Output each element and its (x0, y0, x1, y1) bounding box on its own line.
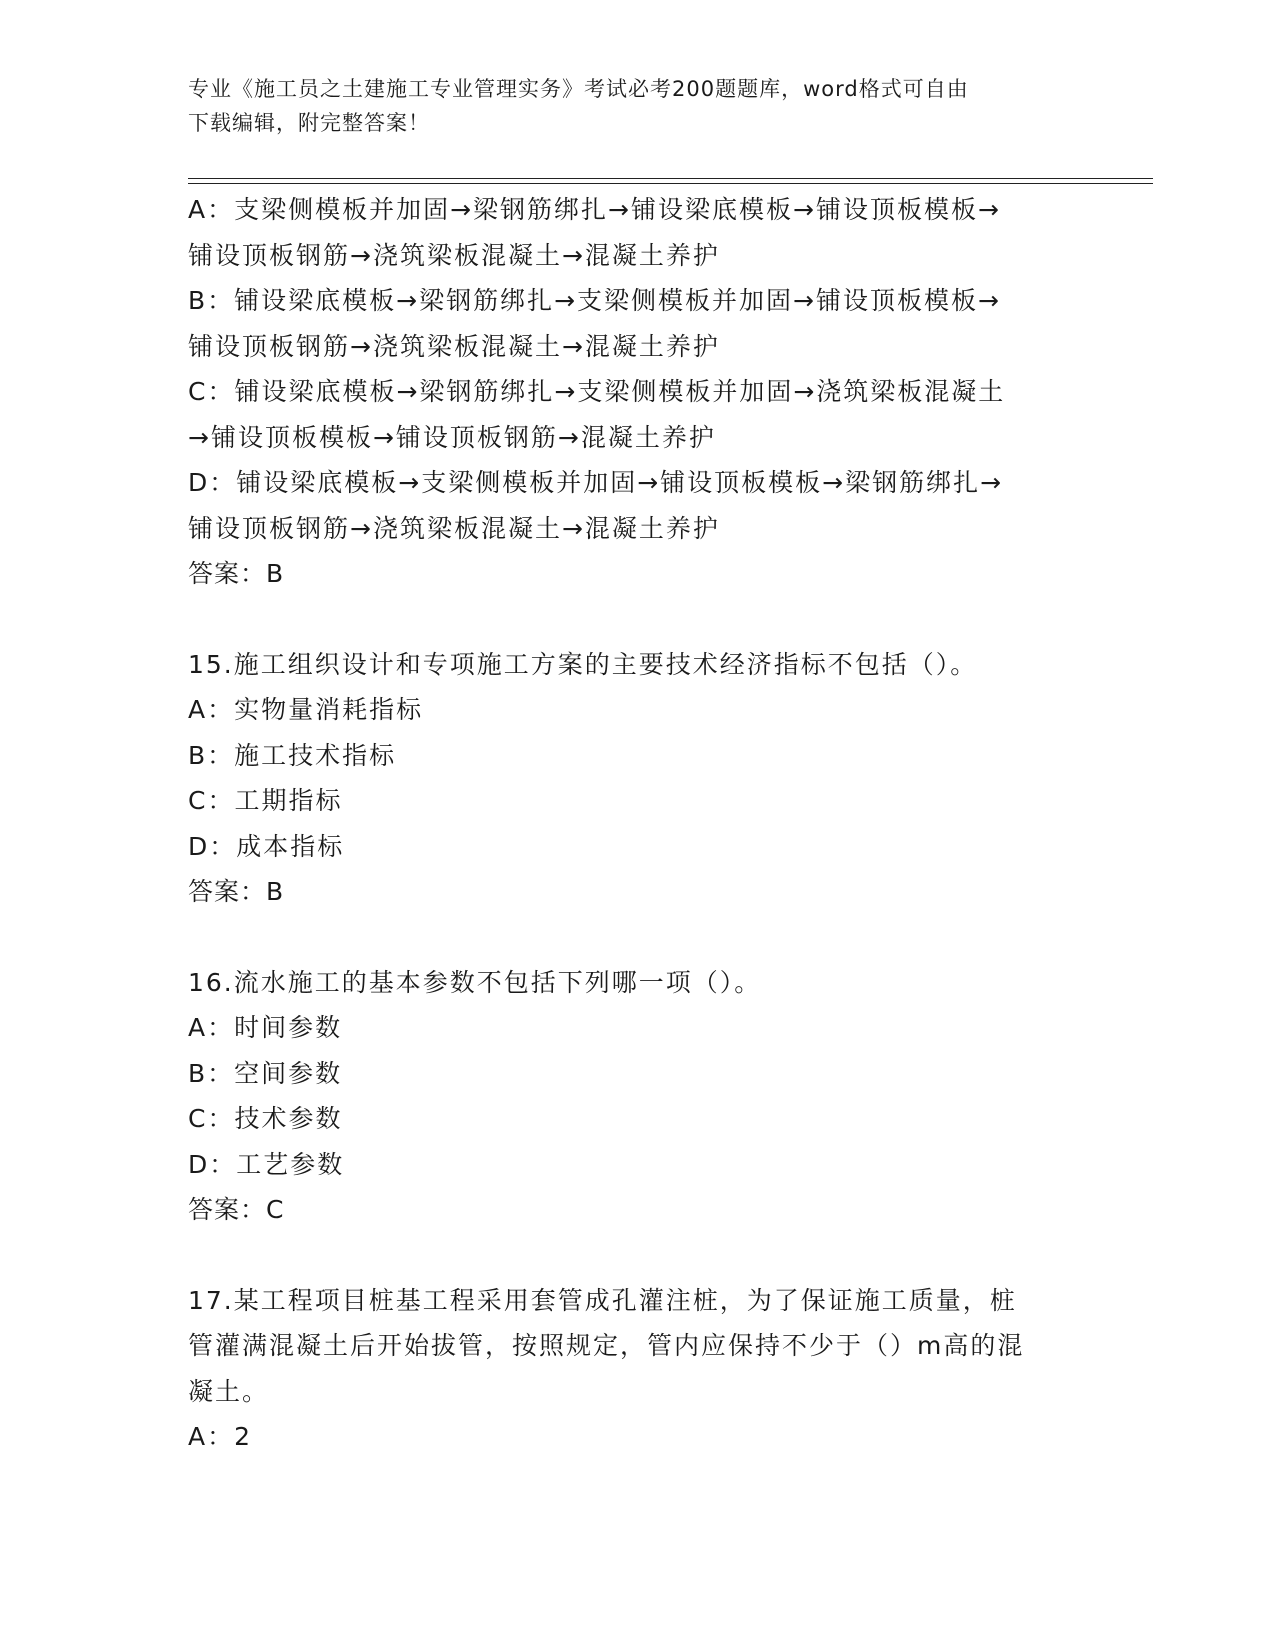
question-15-block (188, 642, 1088, 915)
header-line-2: 下载编辑，附完整答案！ (188, 111, 430, 135)
q14-option-d-line-1: D：铺设梁底模板→支梁侧模板并加固→铺设顶板模板→梁钢筋绑扎→ (188, 468, 1004, 497)
spacer (188, 915, 1088, 960)
question-14-block (188, 187, 1088, 597)
q15-option-b: B：施工技术指标 (188, 740, 397, 770)
q16-option-c: C：技术参数 (188, 1104, 343, 1133)
q14-option-a-line-1: A：支梁侧模板并加固→梁钢筋绑扎→铺设梁底模板→铺设顶板模板→ (188, 195, 1001, 224)
q17-question-line-2: 管灌满混凝土后开始拔管，按照规定，管内应保持不少于（）m高的混 (188, 1331, 1025, 1360)
document-header (188, 72, 1068, 140)
q15-question: 15.施工组织设计和专项施工方案的主要技术经济指标不包括（）。 (188, 649, 978, 679)
q15-answer: 答案：B (188, 877, 285, 906)
header-divider-top (188, 178, 1153, 179)
q16-option-d: D：工艺参数 (188, 1149, 345, 1179)
q14-answer: 答案：B (188, 559, 285, 588)
header-divider-bottom (188, 183, 1153, 184)
q14-option-c-line-2: →铺设顶板模板→铺设顶板钢筋→混凝土养护 (188, 422, 716, 452)
question-17-block (188, 1278, 1088, 1460)
q17-option-a: A：2 (188, 1422, 253, 1451)
header-line-1: 专业《施工员之土建施工专业管理实务》考试必考200题题库，word格式可自由 (188, 77, 969, 101)
q14-option-c-line-1: C：铺设梁底模板→梁钢筋绑扎→支梁侧模板并加固→浇筑梁板混凝土 (188, 377, 1006, 406)
q14-option-a-line-2: 铺设顶板钢筋→浇筑梁板混凝土→混凝土养护 (188, 240, 720, 270)
q14-option-b-line-1: B：铺设梁底模板→梁钢筋绑扎→支梁侧模板并加固→铺设顶板模板→ (188, 286, 1001, 315)
q16-answer: 答案：C (188, 1195, 285, 1224)
q15-option-c: C：工期指标 (188, 786, 343, 815)
q17-question-line-3: 凝土。 (188, 1376, 270, 1406)
spacer (188, 597, 1088, 642)
q14-option-b-line-2: 铺设顶板钢筋→浇筑梁板混凝土→混凝土养护 (188, 331, 720, 361)
document-body (188, 187, 1088, 1460)
q17-question-line-1: 17.某工程项目桩基工程采用套管成孔灌注桩，为了保证施工质量，桩 (188, 1285, 1017, 1315)
q16-question: 16.流水施工的基本参数不包括下列哪一项（）。 (188, 967, 762, 997)
q14-option-d-line-2: 铺设顶板钢筋→浇筑梁板混凝土→混凝土养护 (188, 513, 720, 543)
spacer (188, 1233, 1088, 1278)
q15-option-d: D：成本指标 (188, 831, 345, 861)
question-16-block (188, 960, 1088, 1233)
q15-option-a: A：实物量消耗指标 (188, 695, 424, 724)
q16-option-a: A：时间参数 (188, 1013, 343, 1042)
q16-option-b: B：空间参数 (188, 1058, 343, 1088)
